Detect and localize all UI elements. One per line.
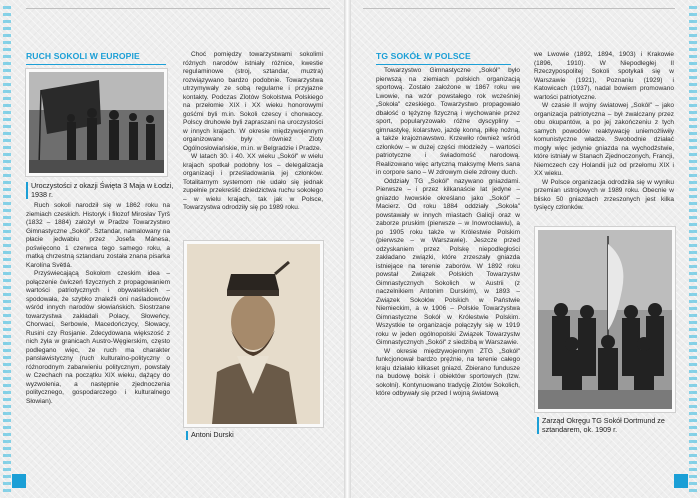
top-divider bbox=[26, 8, 330, 9]
text-column-2 bbox=[183, 51, 323, 213]
paragraph: Ruch sokoli narodził się w 1862 roku na ziemiach czeskich. Historyk i filozof Mirosłav Tyrš (1832 – 1884) założył w Pradze Towarzystwo Gimnastyczne „Sokół". Sztandar, namalowany na płacie jedwabiu przez Josefa Mánesa, poświęcono 1 czerwca tego samego roku, a matką chrzestną sztandaru została znana pisarka Karolína Světlá. bbox=[26, 202, 170, 269]
paragraph: Oddziały TG „Sokół" nazywano gniazdami. Pierwsze – i przez kilkanaście lat jedyne – gniazdo lwowskie określano jako „Sokół" – Macierz. Od roku 1884 oddziały „Sokoła" powstawały w innych miastach Galicji oraz w zaborze pruskim (pierwsze – w Inowrocławiu), a po 1905 roku także w Królestwie Polskim (pierwsze – w Warszawie). Jeszcze przed odzyskaniem przez Polskę niepodległości zakładano związki, które zrzeszały gniazda istniejące na terenie zaborów. W 1892 roku powstał Związek Polskich Towarzystw Gimnastycznych Sokolich w Austrii (z naczelnikiem Antonim Durskim), w 1893 – Związek Sokołów Polskich w Państwie Niemieckim, a w 1906 – Polskie Towarzystwa Gimnastyczne Sokół w Królestwie Polskim. Wszystkie te organizacje połączyły się w 1919 roku w jeden ogólnopolski Związek Towarzystw Gimnastycznych „Sokół" z siedzibą w Warszawie. bbox=[376, 177, 520, 346]
paragraph: W Polsce organizacja odrodziła się w wyniku przemian ustrojowych w 1989 roku. Obecnie w blisko 50 gniazdach zrzeszonych jest kilka tysięcy członków. bbox=[534, 178, 674, 211]
section-heading: TG SOKÓŁ W POLSCE bbox=[376, 51, 471, 61]
left-page bbox=[0, 0, 344, 498]
photo-caption: Zarząd Okręgu TG Sokół Dortmund ze sztandarem, ok. 1909 r. bbox=[537, 417, 680, 434]
group-photo bbox=[538, 230, 672, 409]
paragraph: W latach 30. i 40. XX wieku „Sokół" w wielu krajach spotkał podobny los – delegalizacja organizacji i prześladowania jej członków. Totalitarnym systemom nie udało się jednak zupełnie przekreślić dziedzictwa ruchu sokolego – w wielu krajach, tak jak w Polsce, Towarzystwa odrodziły się po 1989 roku. bbox=[183, 153, 323, 211]
right-page bbox=[351, 0, 700, 498]
photo-frame bbox=[183, 240, 324, 428]
photo-frame bbox=[25, 68, 168, 177]
page-number-marker bbox=[674, 474, 688, 488]
page-number-marker bbox=[12, 474, 26, 488]
heading-rule bbox=[376, 64, 511, 65]
decorative-edge-strip bbox=[689, 6, 697, 492]
paragraph: Towarzystwo Gimnastyczne „Sokół" było pierwszą na ziemiach polskich organizacją sportową. Zostało założone w 1867 roku we Lwowie, na wzór powstałego rok wcześniej „Sokoła" czeskiego. Towarzystwo propagowało dbałość o tężyznę fizyczną i wychowanie przez sport, popularyzowało różne dyscypliny – gimnastykę, kolarstwo, jazdę konną, piłkę nożną, a także krajoznawstwo. Krzewiło również wśród członków – w dużej części młodzieży – wartości patriotyczne i świadomość narodową. Realizowano więc artyczną maksymę Mens sana in corpore sano – W zdrowym ciele zdrowy duch. bbox=[376, 67, 520, 176]
paragraph: W czasie II wojny światowej „Sokół" – jako organizacja patriotyczna – był zwalczany przez obu okupantów, a po jej zakończeniu z tych samych powodów reaktywację uniemożliwiły komunistyczne władze. Swobodnie działać mogły więc jedynie gniazda na wychodźstwie, które istniały w Stanach Zjednoczonych, Francji, Niemczech czy Holandii już od przełomu XIX i XX wieku. bbox=[534, 102, 674, 177]
text-column-1 bbox=[376, 67, 520, 399]
text-column-2 bbox=[534, 51, 674, 213]
paragraph: we Lwowie (1892, 1894, 1903) i Krakowie (1896, 1910). W Niepodległej II Rzeczypospolitej Sokoli spotykali się w Warszawie (1921), Poznaniu (1929) i Katowicach (1937), nadal bowiem promowano wartości patriotyczne. bbox=[534, 51, 674, 101]
section-heading: RUCH SOKOLI W EUROPIE bbox=[26, 51, 140, 61]
top-divider bbox=[363, 8, 675, 9]
paragraph: W okresie międzywojennym ZTG „Sokół" funkcjonował bardzo prężnie, na terenie całego kraju działało kilkaset gniazd. Zbierano fundusze na budowę boisk i obiektów sportowych (tzw. sokolni). Kontynuowano tradycję Zlotów Sokolich, które odbywały się przed I wojną światową bbox=[376, 347, 520, 397]
photo-caption: Antoni Durski bbox=[186, 431, 301, 440]
heading-rule bbox=[26, 64, 166, 65]
text-column-1 bbox=[26, 202, 170, 406]
book-gutter bbox=[344, 0, 351, 498]
paragraph: Choć pomiędzy towarzystwami sokolimi różnych narodów istniały różnice, kwestie regulaminowe (stroj, sztandar, muztra) rozwiązywano bardzo podobnie. Towarzystwa utrzymywały ze sobą regularne i przyjazne kontakty. Podczas Zlotów Sokolstwa Polskiego na przełomie XIX i XX wieku honorowymi gośćmi byli m.in. Sokoli czescy i chorwaccy. Polscy druhowie byli zapraszani na uroczystości w innych krajach. W okresie międzywojennym organizowane były również Zloty Ogólnosłowiańskie, m.in. w Belgradzie i Pradze. bbox=[183, 51, 323, 152]
decorative-edge-strip bbox=[3, 6, 11, 492]
photo-caption: Uroczystości z okazji Święta 3 Maja w Łodzi, 1938 r. bbox=[26, 182, 181, 199]
photo-frame bbox=[534, 226, 676, 413]
portrait-photo bbox=[187, 244, 320, 424]
parade-photo bbox=[29, 72, 164, 173]
paragraph: Przyświecającą Sokołom czeskim idea – połączenie ćwiczeń fizycznych z propagowaniem wartości patriotycznych i obywatelskich – spodowała, że szybko znaleźli oni naśladowców wśród innych narodów słowiańskich. Siostrzane towarzystwa zakładali Polacy, Słoweńcy, Chorwaci, Serbowie, Macedończycy, Słowacy, Rusini czy Rosjanie. Zdecydowana większość z nich żyła w granicach Austro-Węgierskim, często podlegano więc, że ruch ma charakter panslawistyczny (ruch kulturalno-polityczny o różnorodnym zabarwieniu politycznym, powstały w Czechach na początku XIX wieku, dążący do wyzwolenia, a następnie zjednoczenia politycznego, gospodarczego i kulturalnego Słowian). bbox=[26, 270, 170, 405]
